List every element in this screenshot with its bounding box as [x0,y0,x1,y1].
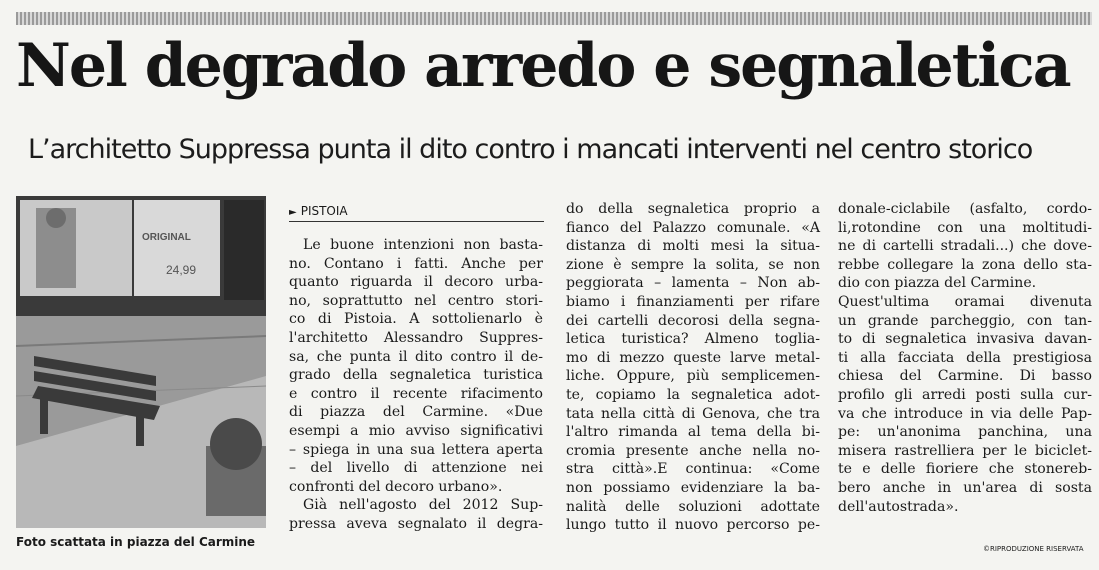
text-line: dio con piazza del Carmine. [838,275,1037,292]
text-line: misera rastrelliera per le biciclet- [838,442,1092,459]
text-line: chiesa del Carmine. Di basso [838,368,1092,385]
photo-bench-scene [16,196,266,528]
text-line: di piazza del Carmine. «Due [289,404,543,421]
text-line: peggiorata – lamenta – Non ab- [566,275,820,292]
article-photo [16,196,266,528]
shop-price-text: 24,99 [166,263,197,277]
shop-sign-text: ORIGINAL [142,232,191,243]
text-line: cromia presente anche nella no- [566,442,820,459]
text-line: un grande parcheggio, con tan- [838,312,1092,329]
text-line: pressa aveva segnalato il degra- [289,515,543,532]
text-line: te e delle fioriere che stonereb- [838,461,1092,478]
text-line: fianco del Palazzo comunale. «A [566,219,820,236]
text-line: pe: un'anonima panchina, una [838,424,1092,441]
text-line: li,rotondine con una moltitudi- [838,219,1092,236]
copyright-notice: ©RIPRODUZIONE RISERVATA [983,545,1084,553]
text-line: Già nell'agosto del 2012 Sup- [303,497,543,514]
text-line: l'architetto Alessandro Suppres- [289,329,543,346]
top-rule [16,12,1092,25]
text-line: ti alla facciata della prestigiosa [838,349,1092,366]
article-column-1 [289,236,543,534]
text-line: nalità delle soluzioni adottate [566,498,820,515]
text-line: stra città».E continua: «Come [566,461,820,478]
text-line: dell'autostrada». [838,498,959,515]
text-line: profilo gli arredi posti sulla cur- [838,386,1092,403]
text-line: lungo tutto il nuovo percorso pe- [566,517,820,534]
text-line: – del livello di attenzione nei [289,460,543,477]
kicker-label: PISTOIA [300,204,348,218]
text-line: mo di mezzo queste larve metal- [566,349,820,366]
text-line: l'altro rimanda al tema della bi- [566,424,820,441]
section-kicker [289,201,544,222]
article-column-2 [566,200,820,535]
text-line: ne di cartelli stradali...) che dove- [838,238,1092,255]
text-line: no. Contano i fatti. Anche per [289,255,543,272]
text-line: rebbe collegare la zona dello sta- [838,256,1092,273]
text-line: no, soprattutto nel centro stori- [289,292,543,309]
text-line: biamo i finanziamenti per rifare [566,293,820,310]
text-line: co di Pistoia. A sottolienarlo è [289,311,543,328]
text-line: bero anche in un'area di sosta [838,479,1092,496]
text-line: esempi a mio avviso significativi [289,422,543,439]
subheadline: L’architetto Suppressa punta il dito contro i mancati interventi nel centro storico [28,134,1033,165]
text-line: sa, che punta il dito contro il de- [289,348,543,365]
text-line: zione è sempre la solita, se non [566,256,820,273]
text-line: te, copiamo la segnaletica adot- [566,386,820,403]
text-line: confronti del decoro urbano». [289,478,503,495]
article-column-3 [838,200,1092,516]
text-line: to di segnaletica invasiva davan- [838,331,1092,348]
text-line: tata nella città di Genova, che tra [566,405,820,422]
text-line: non possiamo evidenziare la ba- [566,479,820,496]
text-line: donale-ciclabile (asfalto, cordo- [838,201,1092,217]
kicker-marker-icon: ► [289,207,297,218]
text-line: letica turistica? Almeno toglia- [566,331,820,348]
text-line: e contro il recente rifacimento [289,385,543,402]
photo-caption: Foto scattata in piazza del Carmine [16,535,256,549]
text-line: Quest'ultima oramai divenuta [838,293,1092,310]
text-line: do della segnaletica proprio a [566,201,820,217]
text-line: Le buone intenzioni non basta- [303,237,543,253]
text-line: – spiega in una sua lettera aperta [289,441,543,458]
text-line: va che introduce in via delle Pap- [838,405,1092,422]
headline: Nel degrado arredo e segnaletica [16,31,1070,101]
text-line: distanza di molti mesi la situa- [566,238,820,255]
text-line: grado della segnaletica turistica [289,367,543,384]
text-line: dei cartelli decorosi della segna- [566,312,820,329]
text-line: quanto riguarda il decoro urba- [289,274,543,291]
text-line: liche. Oppure, più semplicemen- [566,368,820,385]
